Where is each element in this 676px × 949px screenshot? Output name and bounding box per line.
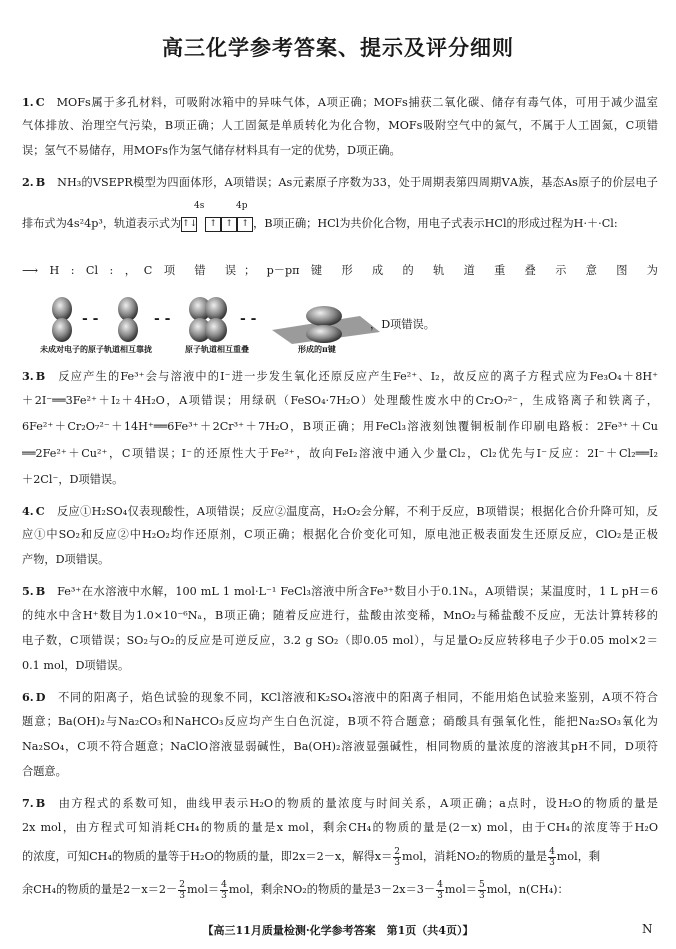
caption-pi-bond: 形成的π键 [298, 344, 336, 354]
q7-number: 7. [22, 796, 34, 810]
q2-line-3: ⟶ H : Cl : ，C 项 错 误； p－pπ 键 形 成 的 轨 道 重 叠 示 意 图 为 [22, 264, 658, 277]
orbital-label-4s: 4s [194, 201, 205, 211]
q7-line-2: 2x mol，由方程式可知消耗CH₄的物质的量是x mol，剩余CH₄的物质的量是(2－x) mol，由于CH₄的浓度等于H₂O [22, 821, 658, 834]
orbital-4s-box: ↑↓ [181, 217, 197, 232]
fraction-4-3-b: $\frac{4}{3}$ [221, 879, 227, 901]
q1-text-1: MOFs属于多孔材料，可吸附冰箱中的异味气体，A项正确；MOFs捕获二氧化碳、储存有毒气体，可用于减少温室 [56, 96, 658, 109]
fraction-4-3-c: $\frac{4}{3}$ [437, 879, 443, 901]
q5-text-1: Fe³⁺在水溶液中水解，100 mL 1 mol·L⁻¹ FeCl₃溶液中所含Fe³⁺数目小于0.1Nₐ，A项错误；某温度时，1 L pH＝6 [57, 585, 658, 598]
caption-overlap: 原子轨道相互重叠 [185, 344, 249, 354]
q7-text-4a: 余CH₄的物质的量是2－x＝2－ [22, 883, 178, 896]
q2-number: 2. [22, 175, 34, 189]
q6-answer: D [35, 690, 46, 704]
q3-line-4: ══2Fe²⁺＋Cu²⁺，C项错误；I⁻的还原性大于Fe²⁺，故向FeI₂溶液中通入少量Cl₂，Cl₂优先与I⁻反应：2I⁻＋Cl₂══I₂ [22, 447, 658, 460]
q7-line-1 [22, 795, 658, 812]
q2-diagram-suffix: ，D项错误。 [370, 318, 435, 331]
page-footer: 【高三11月质量检测·化学参考答案 第1页（共4页）】 [202, 924, 474, 937]
q5-line-4: 0.1 mol，D项错误。 [22, 659, 130, 672]
q5-line-3: 电子数，C项错误；SO₂与O₂的反应是可逆反应，3.2 g SO₂（即0.05 mol），与足量O₂反应转移电子少于0.05 mol×2＝ [22, 634, 658, 647]
q5-number: 5. [22, 584, 34, 598]
q1-line-2: 气体排放、治理空气污染，B项正确；人工固氮是单质转化为化合物，MOFs吸附空气中的氮气，不属于人工固氮，C项错 [22, 119, 658, 132]
orbital-4p-box-1: ↑ [205, 217, 221, 232]
q7-text-4e: mol，n(CH₄)： [486, 883, 569, 896]
q1-number: 1. [22, 95, 34, 109]
page-title: 高三化学参考答案、提示及评分细则 [162, 36, 514, 60]
q5-line-2: 的纯水中含H⁺数目为1.0×10⁻⁶Nₐ，B项正确；随着反应进行，盐酸由浓变稀，MnO₂与稀盐酸不反应，无法计算转移的 [22, 609, 658, 622]
q3-answer: B [35, 369, 46, 383]
q3-line-2: ＋2I⁻══3Fe²⁺＋I₂＋4H₂O，A项错误；用绿矾（FeSO₄·7H₂O）处理酸性废水中的Cr₂O₇²⁻，生成铬离子和铁离子， [22, 394, 658, 407]
q2-answer: B [35, 175, 46, 189]
q7-text-3a: 的浓度，可知CH₄的物质的量等于H₂O的物质的量，即2x＝2－x，解得x＝ [22, 850, 393, 863]
q7-text-4c: mol，剩余NO₂的物质的量是3－2x＝3－ [228, 883, 436, 896]
q3-line-1 [22, 368, 658, 385]
q7-text-3c: mol，剩 [556, 850, 601, 863]
caption-approach: 未成对电子的原子轨道相互靠拢 [40, 344, 152, 354]
q1-line-1 [22, 94, 658, 111]
q4-number: 4. [22, 504, 34, 518]
orbital-label-4p: 4p [236, 201, 248, 211]
orbital-4p-box-2: ↑ [221, 217, 237, 232]
fraction-5-3: $\frac{5}{3}$ [478, 879, 485, 901]
q2-text-1: NH₃的VSEPR模型为四面体形，A项错误；As元素原子序数为33，处于周期表第四周期ⅤA族，基态As原子的价层电子 [57, 176, 658, 189]
fraction-2-3: $\frac{2}{3}$ [394, 846, 400, 868]
fraction-4-3: $\frac{4}{3}$ [549, 846, 555, 868]
q3-text-1: 反应产生的Fe³⁺会与溶液中的I⁻进一步发生氧化还原反应产生Fe²⁺、I₂，故反应的离子方程式应为Fe₃O₄＋8H⁺ [57, 370, 658, 383]
q6-number: 6. [22, 690, 34, 704]
q4-answer: C [35, 504, 45, 518]
q4-text-1: 反应①H₂SO₄仅表现酸性，A项错误；反应②温度高，H₂O₂会分解，不利于反应，B项错误；根据化合价升降可知，反 [56, 505, 658, 518]
connector-dots-1: - - [82, 311, 99, 327]
connector-dots-3: - - [240, 311, 257, 327]
q1-line-3: 误；氢气不易储存，用MOFs作为氢气储存材料具有一定的优势，D项正确。 [22, 144, 401, 157]
q2-text-2a: 排布式为4s²4p³，轨道表示式为 [22, 217, 182, 230]
q4-line-1 [22, 503, 658, 520]
q5-answer: B [35, 584, 46, 598]
p-p-pi-bond-diagram [40, 296, 440, 356]
q7-line-3 [22, 845, 658, 869]
orbital-4p-box-3: ↑ [237, 217, 253, 232]
q3-line-3: 6Fe²⁺＋Cr₂O₇²⁻＋14H⁺══6Fe³⁺＋2Cr³⁺＋7H₂O，B项正确；用FeCl₃溶液刻蚀覆铜板制作印刷电路板：2Fe³⁺＋Cu [22, 420, 658, 433]
q3-line-5: ＋2Cl⁻，D项错误。 [22, 473, 124, 486]
q7-text-4d: mol＝ [444, 883, 477, 896]
q7-text-1: 由方程式的系数可知，曲线甲表示H₂O的物质的量浓度与时间关系，A项正确；a点时，设H₂O的物质的量是 [57, 797, 658, 810]
q2-text-2b: ，B项正确；HCl为共价化合物，用电子式表示HCl的形成过程为H·＋·Cl: [253, 217, 618, 230]
q6-text-1: 不同的阳离子，焰色试验的现象不同，KCl溶液和K₂SO₄溶液中的阳离子相同，不能用焰色试验来鉴别，A项不符合 [57, 691, 658, 704]
fraction-2-3-b: $\frac{2}{3}$ [179, 879, 185, 901]
q7-text-4b: mol＝ [186, 883, 220, 896]
page-version-letter: N [642, 922, 653, 936]
q7-line-4 [22, 878, 658, 902]
q1-answer: C [35, 95, 45, 109]
q2-line-2 [22, 216, 658, 232]
connector-dots-2: - - [154, 311, 171, 327]
q3-number: 3. [22, 369, 34, 383]
q4-line-3: 产物，D项错误。 [22, 553, 110, 566]
q4-line-2: 应①中SO₂和反应②中H₂O₂均作还原剂，C项正确；根据化合价变化可知，原电池正极表面发生还原反应，ClO₂是正极 [22, 528, 658, 541]
q6-line-1 [22, 689, 658, 706]
q6-line-4: 合题意。 [22, 765, 67, 778]
q7-text-3b: mol，消耗NO₂的物质的量是 [402, 850, 548, 863]
q2-line-1 [22, 174, 658, 191]
q6-line-3: Na₂SO₄，C项不符合题意；NaClO溶液显弱碱性，Ba(OH)₂溶液显强碱性，相同物质的量浓度的溶液其pH不同，D项符 [22, 740, 658, 753]
q7-answer: B [35, 796, 46, 810]
q5-line-1 [22, 583, 658, 600]
q6-line-2: 题意；Ba(OH)₂与Na₂CO₃和NaHCO₃反应均产生白色沉淀，B项不符合题意；硝酸具有强氧化性，能把Na₂SO₃氧化为 [22, 715, 658, 728]
